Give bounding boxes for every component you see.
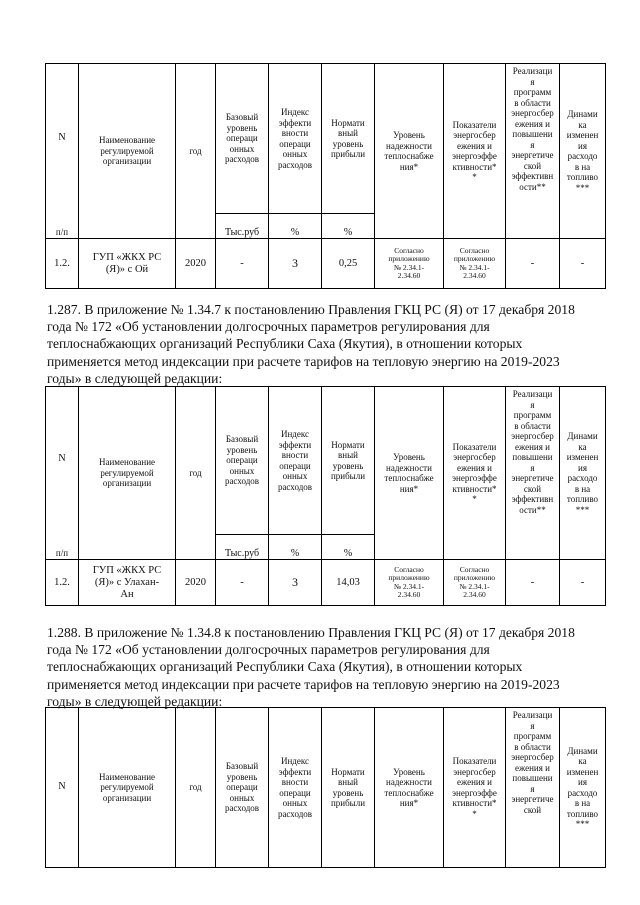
header-energy: Показатели энергосбер ежения и энергоэффе ктивности* * — [444, 708, 506, 868]
row-num: 1.2. — [46, 239, 79, 289]
row-norm: 14,03 — [322, 560, 375, 606]
header-index: Индекс эффекти вности операци онных расходов — [269, 387, 322, 535]
table-row — [46, 239, 606, 289]
unit-index: % — [269, 535, 322, 560]
row-year: 2020 — [176, 239, 216, 289]
row-base: - — [216, 239, 269, 289]
row-fuel-dynamics: - — [560, 560, 606, 606]
row-index: 3 — [269, 560, 322, 606]
row-program: - — [506, 239, 560, 289]
row-energy: Согласно приложению № 2.34.1- 2.34.60 — [444, 239, 506, 289]
row-program: - — [506, 560, 560, 606]
header-energy: Показатели энергосбер ежения и энергоэффе ктивности* * — [444, 64, 506, 239]
header-energy: Показатели энергосбер ежения и энергоэффе ктивности* * — [444, 387, 506, 560]
header-program: Реализаци я программ в области энергосбер ежения и повышени я энергетиче ской — [506, 708, 560, 868]
row-year: 2020 — [176, 560, 216, 606]
header-fuel-dynamics: Динами ка изменен ия расходо в на топливо *** — [560, 708, 606, 868]
header-base: Базовый уровень операци онных расходов — [216, 387, 269, 535]
header-org: Наименование регулируемой организации — [79, 64, 176, 239]
header-program: Реализаци я программ в области энергосбер ежения и повышени я энергетиче ской эффективн ости** — [506, 387, 560, 560]
row-fuel-dynamics: - — [560, 239, 606, 289]
unit-base: Тыс.руб — [216, 535, 269, 560]
unit-index: % — [269, 214, 322, 239]
unit-norm: % — [322, 214, 375, 239]
row-norm: 0,25 — [322, 239, 375, 289]
row-num: 1.2. — [46, 560, 79, 606]
header-year: год — [176, 64, 216, 239]
params-table-2 — [45, 386, 606, 606]
row-org: ГУП «ЖКХ РС (Я)» с Ой — [79, 239, 176, 289]
unit-norm: % — [322, 535, 375, 560]
paragraph-1-288: 1.288. В приложение № 1.34.8 к постановлению Правления ГКЦ РС (Я) от 17 декабря 2018 года № 172 «Об установлении долгосрочных параметров регулирования для теплоснабжающих организаций Республики Саха (Якутия), в отношении которых применяется метод индексации при расчете тарифов на тепловую энергию на 2019-2023 годы» в следующей редакции: — [47, 625, 575, 709]
header-norm: Нормати вный уровень прибыли — [322, 64, 375, 214]
header-reliability: Уровень надежности теплоснабже ния* — [375, 708, 444, 868]
header-reliability: Уровень надежности теплоснабже ния* — [375, 64, 444, 239]
header-norm: Нормати вный уровень прибыли — [322, 708, 375, 868]
params-table-3 — [45, 707, 606, 868]
header-org: Наименование регулируемой организации — [79, 387, 176, 560]
header-reliability: Уровень надежности теплоснабже ния* — [375, 387, 444, 560]
header-year: год — [176, 387, 216, 560]
paragraph-1-287: 1.287. В приложение № 1.34.7 к постановлению Правления ГКЦ РС (Я) от 17 декабря 2018 года № 172 «Об установлении долгосрочных параметров регулирования для теплоснабжающих организаций Республики Саха (Якутия), в отношении которых применяется метод индексации при расчете тарифов на тепловую энергию на 2019-2023 годы» в следующей редакции: — [47, 302, 575, 386]
row-reliability: Согласно приложению № 2.34.1- 2.34.60 — [375, 560, 444, 606]
params-table-1 — [45, 63, 606, 289]
row-base: - — [216, 560, 269, 606]
row-energy: Согласно приложению № 2.34.1- 2.34.60 — [444, 560, 506, 606]
header-index: Индекс эффекти вности операци онных расходов — [269, 708, 322, 868]
row-org: ГУП «ЖКХ РС (Я)» с Улахан- Ан — [79, 560, 176, 606]
header-n: N п/п — [46, 64, 79, 239]
header-fuel-dynamics: Динами ка изменен ия расходо в на топливо *** — [560, 387, 606, 560]
header-org: Наименование регулируемой организации — [79, 708, 176, 868]
header-base: Базовый уровень операци онных расходов — [216, 64, 269, 214]
unit-base: Тыс.руб — [216, 214, 269, 239]
header-index: Индекс эффекти вности операци онных расходов — [269, 64, 322, 214]
header-fuel-dynamics: Динами ка изменен ия расходо в на топливо *** — [560, 64, 606, 239]
row-index: 3 — [269, 239, 322, 289]
row-reliability: Согласно приложению № 2.34.1- 2.34.60 — [375, 239, 444, 289]
header-year: год — [176, 708, 216, 868]
header-norm: Нормати вный уровень прибыли — [322, 387, 375, 535]
header-program: Реализаци я программ в области энергосбер ежения и повышени я энергетиче ской эффективн ости** — [506, 64, 560, 239]
header-n: N п/п — [46, 387, 79, 560]
table-row — [46, 560, 606, 606]
header-n: N — [46, 708, 79, 868]
header-base: Базовый уровень операци онных расходов — [216, 708, 269, 868]
